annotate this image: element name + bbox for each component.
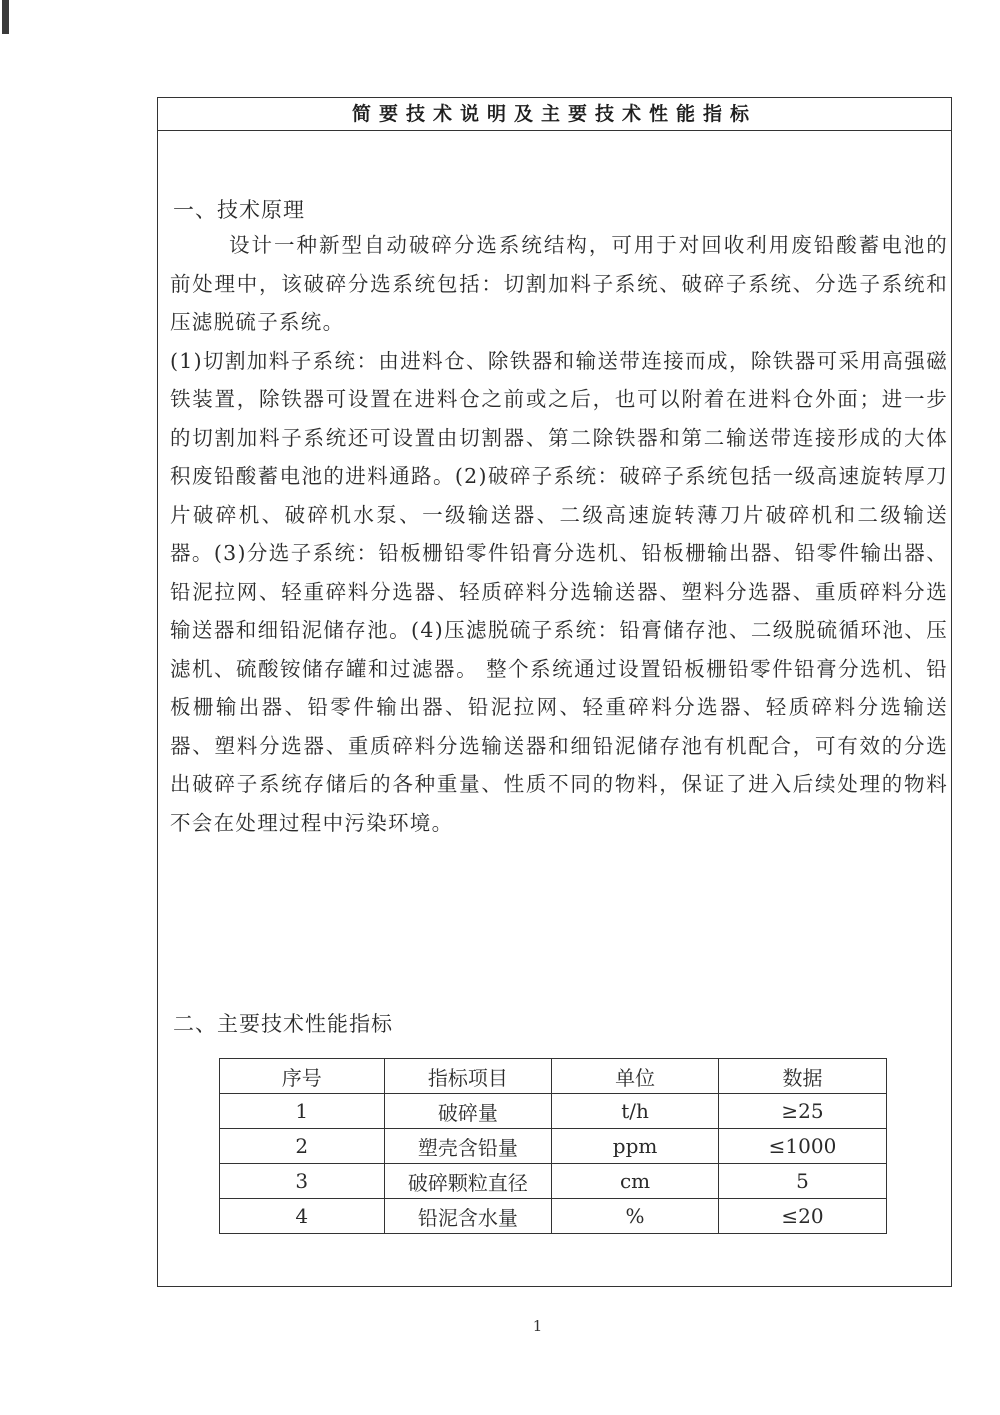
table-cell: 破碎量 xyxy=(384,1094,552,1129)
table-cell: 破碎颗粒直径 xyxy=(384,1164,552,1199)
table-cell: t/h xyxy=(552,1094,719,1129)
table-row xyxy=(220,1094,887,1129)
principle-body xyxy=(170,226,948,842)
table-cell: ppm xyxy=(552,1129,719,1164)
table-header-cell: 序号 xyxy=(220,1059,385,1094)
spec-table xyxy=(219,1058,887,1234)
table-header-row xyxy=(220,1059,887,1094)
table-cell: cm xyxy=(552,1164,719,1199)
document-title: 简要技术说明及主要技术性能指标 xyxy=(158,98,951,131)
table-cell: 2 xyxy=(220,1129,385,1164)
table-cell: 4 xyxy=(220,1199,385,1234)
document-frame xyxy=(157,97,952,1287)
table-row xyxy=(220,1129,887,1164)
section-heading-specs: 二、主要技术性能指标 xyxy=(173,1012,393,1036)
table-row xyxy=(220,1199,887,1234)
table-cell: 铅泥含水量 xyxy=(384,1199,552,1234)
table-header-cell: 指标项目 xyxy=(384,1059,552,1094)
scan-edge-mark xyxy=(2,0,9,34)
table-row xyxy=(220,1164,887,1199)
table-cell: 1 xyxy=(220,1094,385,1129)
table-cell: ≥25 xyxy=(718,1094,886,1129)
page-number: 1 xyxy=(532,1317,543,1335)
table-cell: % xyxy=(552,1199,719,1234)
table-cell: 5 xyxy=(718,1164,886,1199)
table-header-cell: 单位 xyxy=(552,1059,719,1094)
table-cell: ≤1000 xyxy=(718,1129,886,1164)
table-cell: 塑壳含铅量 xyxy=(384,1129,552,1164)
table-cell: 3 xyxy=(220,1164,385,1199)
paragraph-intro: 设计一种新型自动破碎分选系统结构，可用于对回收利用废铅酸蓄电池的前处理中，该破碎分选系统包括：切割加料子系统、破碎子系统、分选子系统和压滤脱硫子系统。 xyxy=(170,233,948,334)
section-heading-principle: 一、技术原理 xyxy=(173,198,305,222)
table-cell: ≤20 xyxy=(718,1199,886,1234)
paragraph-subsystems: (1)切割加料子系统：由进料仓、除铁器和输送带连接而成，除铁器可采用高强磁铁装置，除铁器可设置在进料仓之前或之后，也可以附着在进料仓外面；进一步的切割加料子系统还可设置由切割器、第二除铁器和第二输送带连接形成的大体积废铅酸蓄电池的进料通路。(2)破碎子系统：破碎子系统包括一级高速旋转厚刀片破碎机、破碎机水泵、一级输送器、二级高速旋转薄刀片破碎机和二级输送器。(3)分选子系统：铅板栅铅零件铅膏分选机、铅板栅输出器、铅零件输出器、铅泥拉网、轻重碎料分选器、轻质碎料分选输送器、塑料分选器、重质碎料分选输送器和细铅泥储存池。(4)压滤脱硫子系统：铅膏储存池、二级脱硫循环池、压滤机、硫酸铵储存罐和过滤器。 整个系统通过设置铅板栅铅零件铅膏分选机、铅板栅输出器、铅零件输出器、铅泥拉网、轻重碎料分选器、轻质碎料分选输送器、塑料分选器、重质碎料分选输送器和细铅泥储存池有机配合，可有效的分选出破碎子系统存储后的各种重量、性质不同的物料，保证了进入后续处理的物料不会在处理过程中污染环境。 xyxy=(170,348,948,835)
table-header-cell: 数据 xyxy=(718,1059,886,1094)
